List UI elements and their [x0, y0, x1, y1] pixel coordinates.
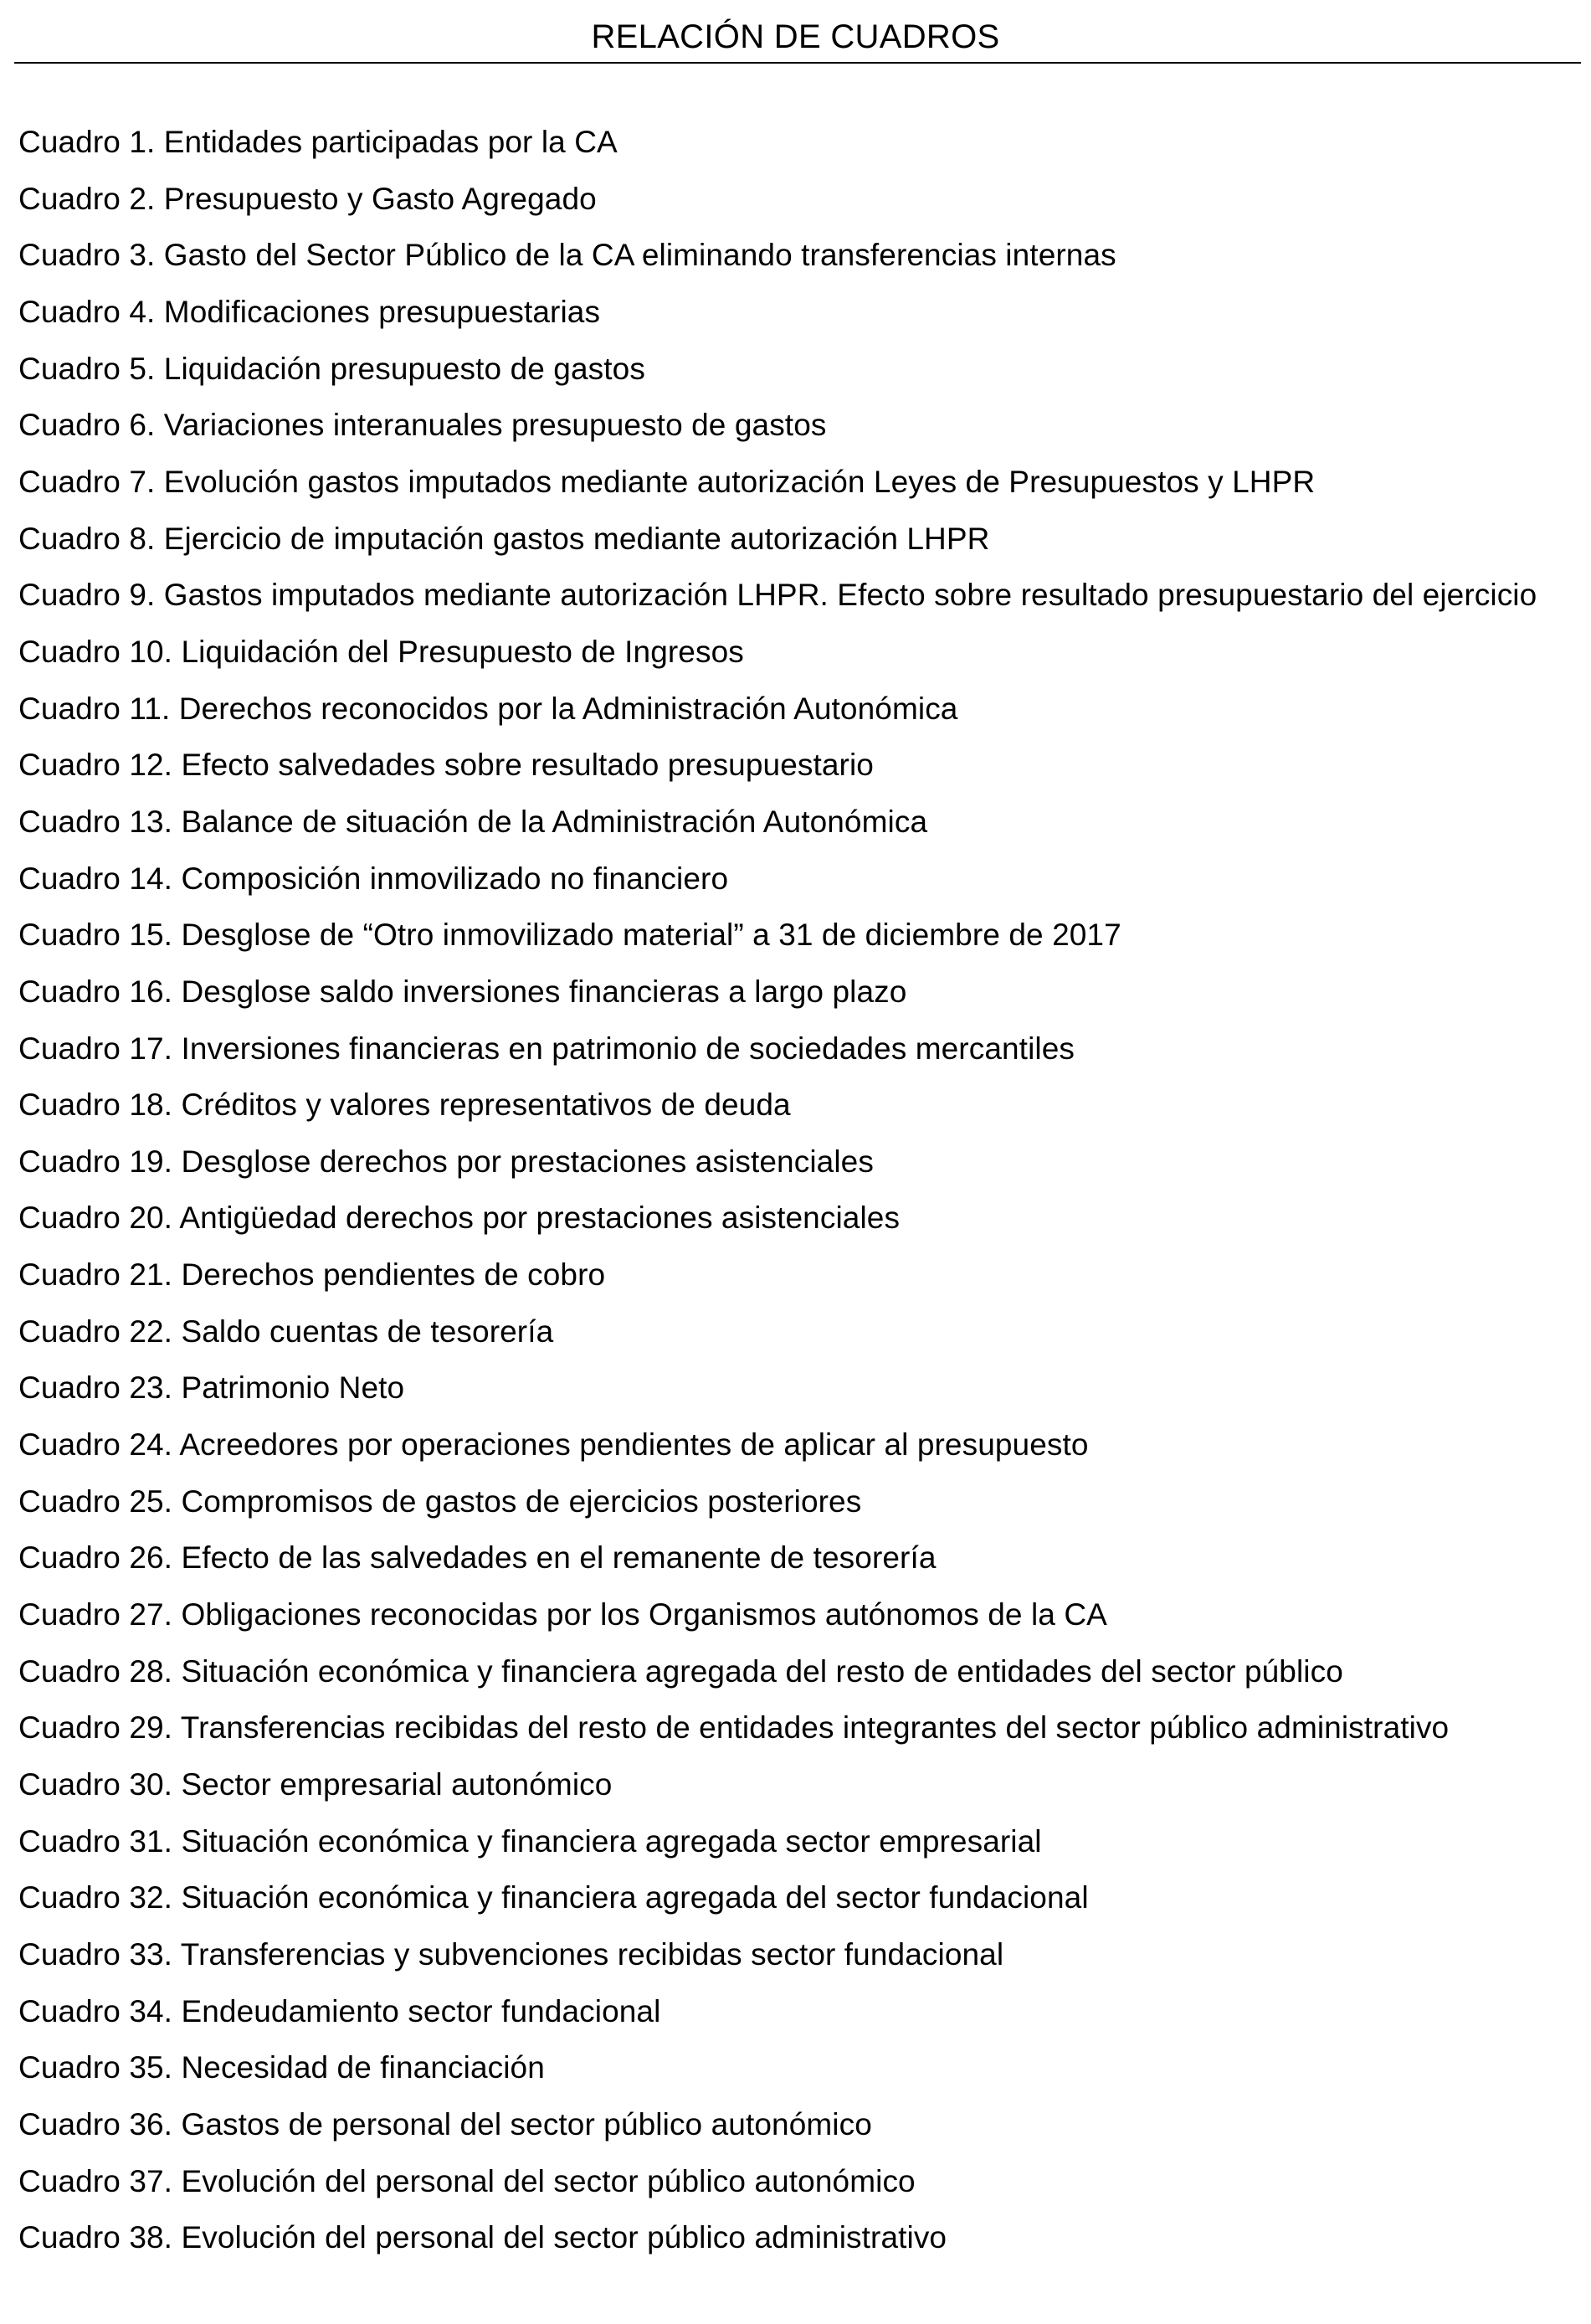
- list-item: Cuadro 14. Composición inmovilizado no financiero: [18, 861, 729, 896]
- list-item: Cuadro 36. Gastos de personal del sector público autonómico: [18, 2106, 872, 2141]
- title-underline: [14, 62, 1581, 64]
- list-item: Cuadro 10. Liquidación del Presupuesto de Ingresos: [18, 634, 744, 669]
- list-item: Cuadro 29. Transferencias recibidas del resto de entidades integrantes del sector público administrativo: [18, 1710, 1450, 1746]
- list-item: Cuadro 34. Endeudamiento sector fundacional: [18, 1993, 661, 2028]
- list-item: Cuadro 9. Gastos imputados mediante autorización LHPR. Efecto sobre resultado presupuestario del ejercicio: [18, 578, 1537, 613]
- list-item: Cuadro 19. Desglose derechos por prestaciones asistenciales: [18, 1144, 874, 1179]
- list-item: Cuadro 6. Variaciones interanuales presupuesto de gastos: [18, 408, 827, 443]
- list-item: Cuadro 25. Compromisos de gastos de ejercicios posteriores: [18, 1483, 862, 1519]
- list-item: Cuadro 7. Evolución gastos imputados mediante autorización Leyes de Presupuestos y LHPR: [18, 464, 1316, 499]
- list-item: Cuadro 21. Derechos pendientes de cobro: [18, 1257, 606, 1293]
- list-item: Cuadro 1. Entidades participadas por la CA: [18, 125, 618, 159]
- list-item: Cuadro 5. Liquidación presupuesto de gastos: [18, 351, 645, 386]
- list-item: Cuadro 26. Efecto de las salvedades en el remanente de tesorería: [18, 1540, 937, 1576]
- list-item: Cuadro 28. Situación económica y financiera agregada del resto de entidades del sector público: [18, 1653, 1343, 1689]
- list-item: Cuadro 17. Inversiones financieras en patrimonio de sociedades mercantiles: [18, 1031, 1075, 1066]
- list-item: Cuadro 2. Presupuesto y Gasto Agregado: [18, 181, 597, 216]
- list-item: Cuadro 18. Créditos y valores representativos de deuda: [18, 1087, 791, 1123]
- list-item: Cuadro 38. Evolución del personal del sector público administrativo: [18, 2220, 947, 2255]
- list-item: Cuadro 22. Saldo cuentas de tesorería: [18, 1314, 554, 1349]
- list-item: Cuadro 37. Evolución del personal del sector público autonómico: [18, 2163, 916, 2198]
- list-item: Cuadro 4. Modificaciones presupuestarias: [18, 294, 601, 329]
- list-item: Cuadro 3. Gasto del Sector Público de la CA eliminando transferencias internas: [18, 238, 1116, 273]
- list-item: Cuadro 24. Acreedores por operaciones pendientes de aplicar al presupuesto: [18, 1427, 1089, 1463]
- list-item: Cuadro 31. Situación económica y financiera agregada sector empresarial: [18, 1823, 1042, 1859]
- list-item: Cuadro 32. Situación económica y financiera agregada del sector fundacional: [18, 1880, 1089, 1915]
- list-item: Cuadro 27. Obligaciones reconocidas por los Organismos autónomos de la CA: [18, 1597, 1107, 1632]
- list-item: Cuadro 20. Antigüedad derechos por prestaciones asistenciales: [18, 1201, 901, 1236]
- list-item: Cuadro 15. Desglose de “Otro inmovilizado material” a 31 de diciembre de 2017: [18, 918, 1121, 953]
- page-title: RELACIÓN DE CUADROS: [591, 18, 1000, 55]
- list-item: Cuadro 8. Ejercicio de imputación gastos mediante autorización LHPR: [18, 521, 990, 556]
- list-item: Cuadro 33. Transferencias y subvenciones recibidas sector fundacional: [18, 1937, 1004, 1972]
- list-item: Cuadro 23. Patrimonio Neto: [18, 1370, 405, 1406]
- list-item: Cuadro 11. Derechos reconocidos por la Administración Autonómica: [18, 691, 958, 726]
- list-item: Cuadro 12. Efecto salvedades sobre resultado presupuestario: [18, 748, 874, 783]
- table-list: [18, 117, 1583, 2270]
- list-item: Cuadro 30. Sector empresarial autonómico: [18, 1767, 613, 1802]
- list-item: Cuadro 35. Necesidad de financiación: [18, 2050, 545, 2085]
- list-item: Cuadro 16. Desglose saldo inversiones financieras a largo plazo: [18, 974, 907, 1009]
- list-item: Cuadro 13. Balance de situación de la Administración Autonómica: [18, 804, 928, 839]
